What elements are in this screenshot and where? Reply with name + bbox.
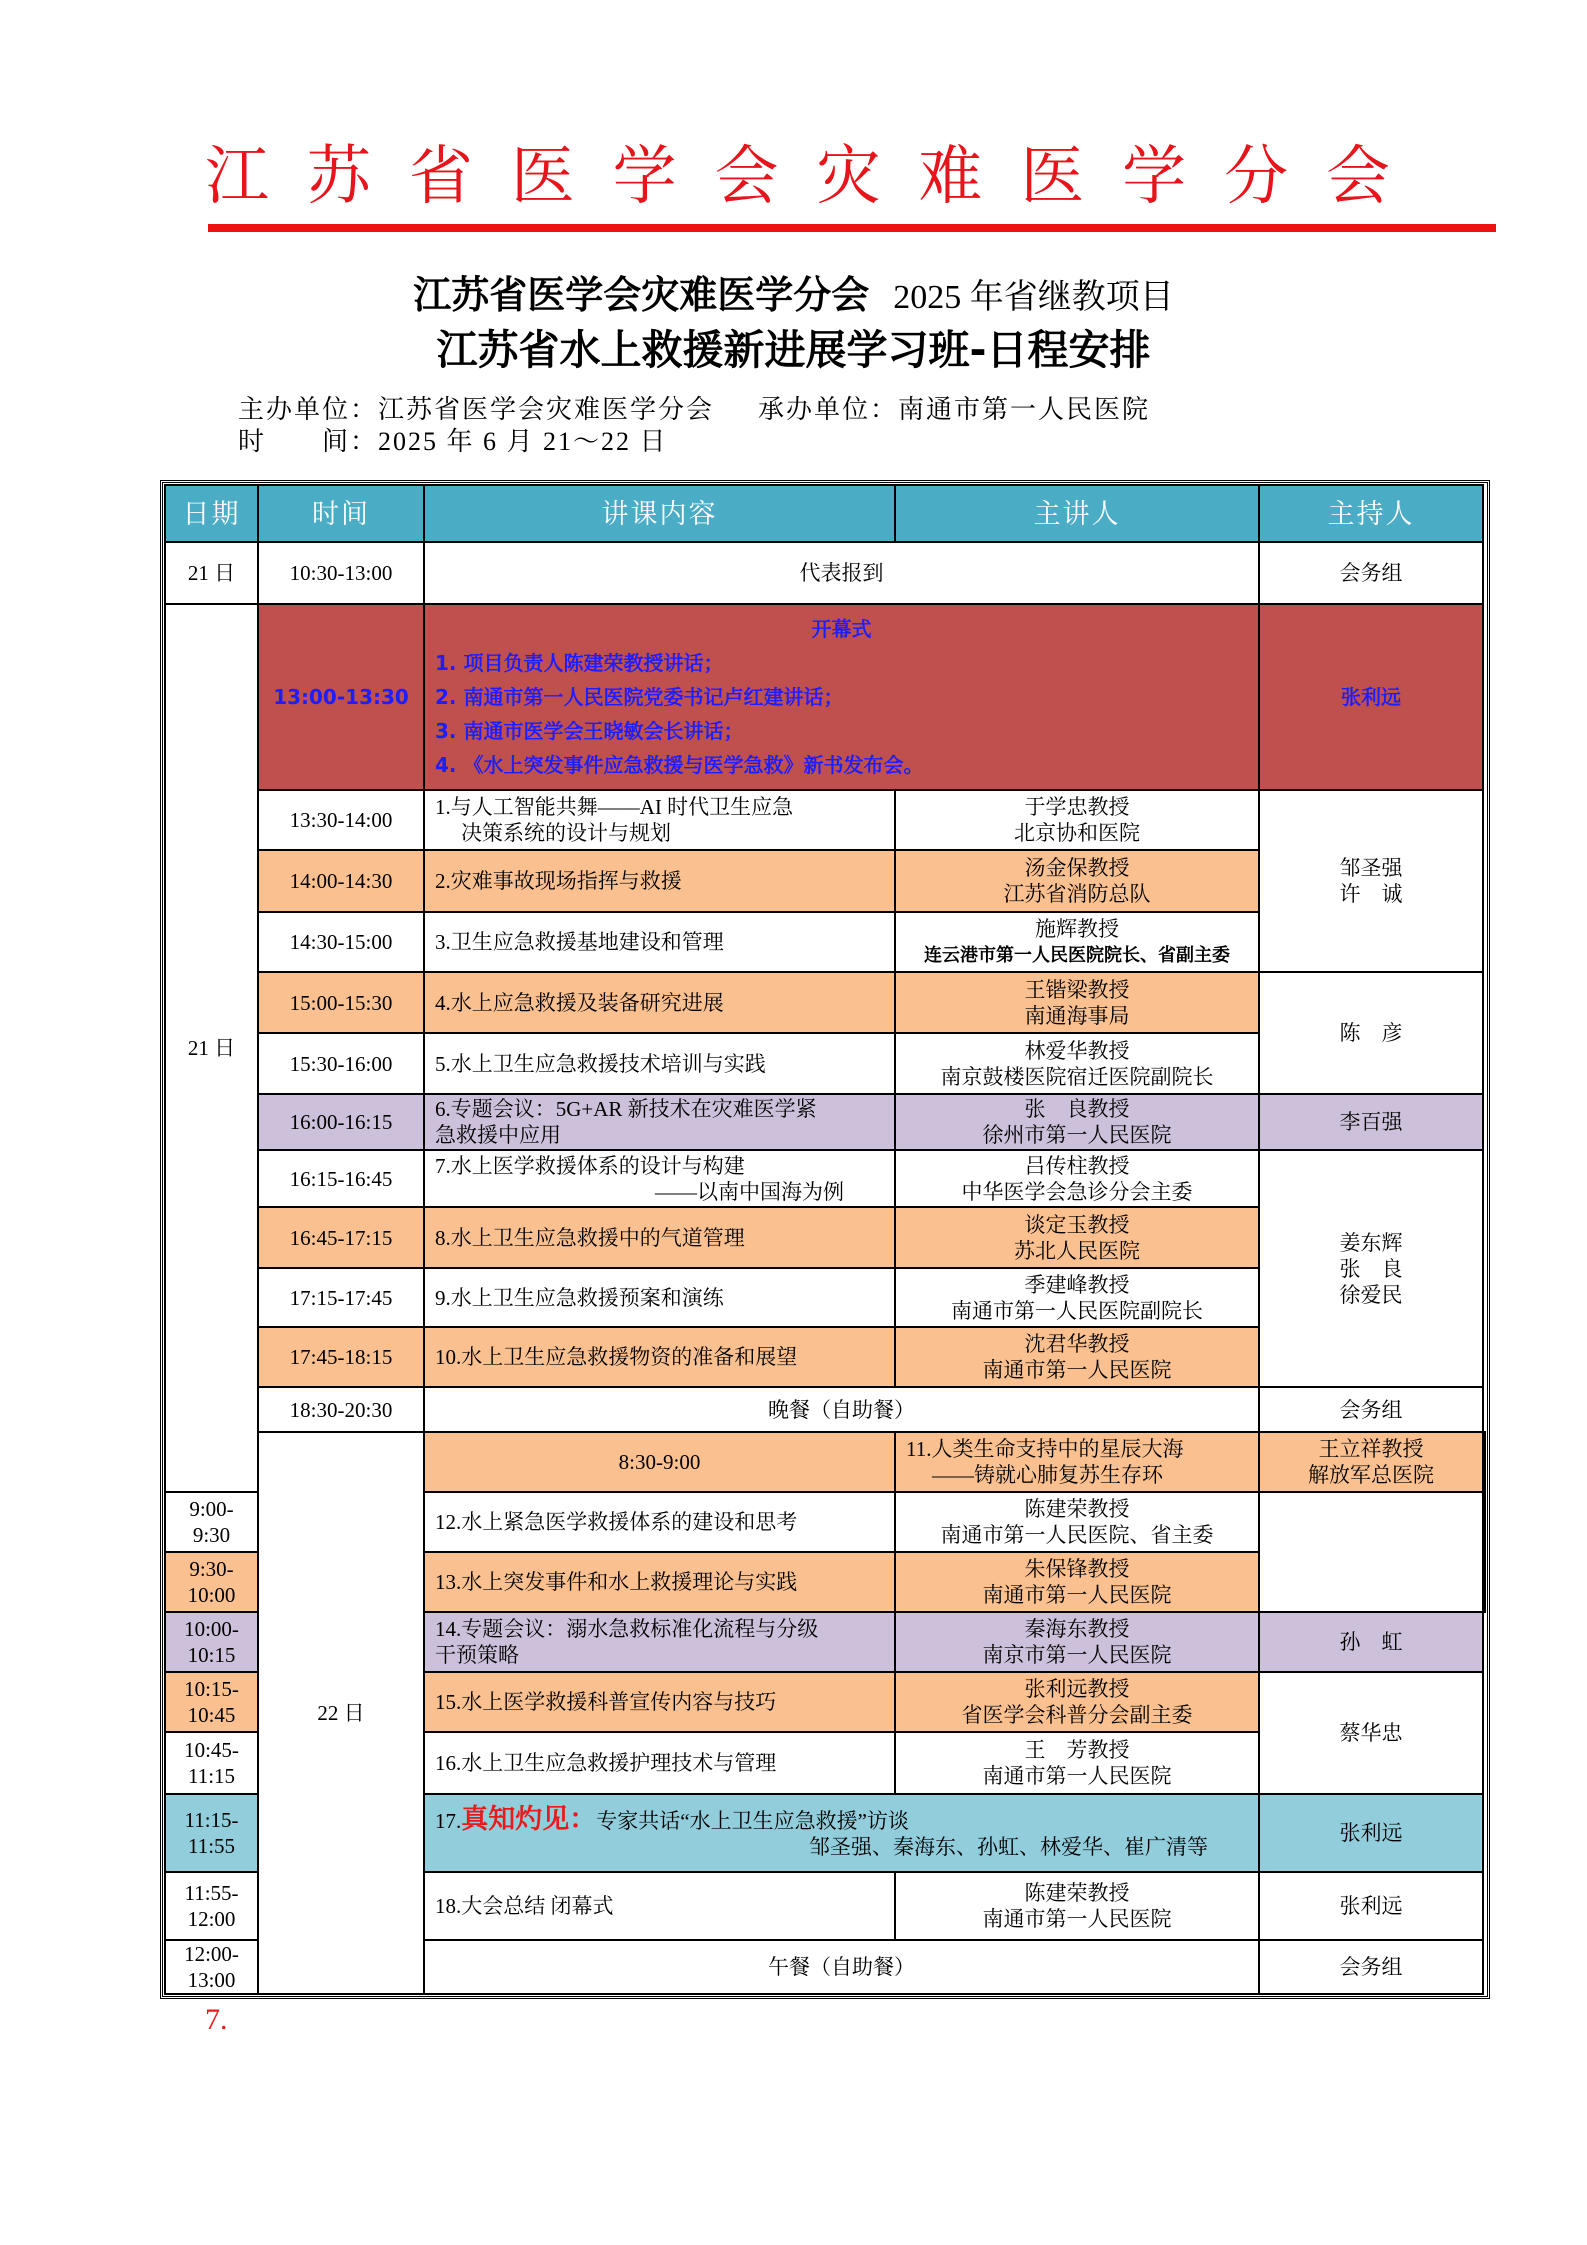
cell-line: 许 诚 (1339, 882, 1403, 906)
cell-line: 连云港市第一人民医院院长、省副主委 (924, 945, 1230, 965)
org-title (205, 132, 1390, 222)
table-row (165, 1432, 1485, 1492)
time-cell: 15:30-16:00 (258, 1033, 424, 1094)
time-cell: 11:55-12:00 (165, 1872, 258, 1940)
date-cell: 21 日 (165, 542, 258, 604)
host-cell (1259, 790, 1483, 972)
table-row (165, 542, 1485, 604)
time-cell: 16:45-17:15 (258, 1207, 424, 1268)
speaker-cell (895, 1207, 1259, 1268)
interview-title (435, 1806, 1248, 1834)
header-speaker: 主讲人 (895, 485, 1259, 542)
topic-cell (895, 1432, 1259, 1492)
cell-line: 姜东辉 (1339, 1230, 1403, 1255)
org-title-char: 灾 (816, 140, 881, 214)
opening-item: 2. 南通市第一人民医院党委书记卢红建讲话； (435, 685, 844, 709)
cell-line: 北京协和医院 (1014, 821, 1140, 845)
cell-line: 陈建荣教授 (1024, 1497, 1130, 1521)
cell-line: 陈建荣教授 (1024, 1881, 1130, 1905)
cell-line: 王锴梁教授 (1024, 977, 1130, 1002)
cell-line: 南京市第一人民医院 (982, 1643, 1172, 1667)
table-row (165, 604, 1485, 790)
doc-title-line2: 江苏省水上救援新进展学习班-日程安排 (436, 326, 1151, 374)
host-cell (1259, 1672, 1483, 1794)
red-divider (208, 224, 1496, 232)
topic-cell (424, 1872, 895, 1940)
topic-cell (424, 972, 895, 1033)
interview-guests: 邹圣强、秦海东、孙虹、林爱华、崔广清等 (809, 1835, 1208, 1859)
topic-cell (424, 790, 895, 850)
time-cell: 9:00-9:30 (165, 1492, 258, 1552)
cell-line: 张利远 (1339, 1894, 1403, 1918)
cell-line: 江苏省消防总队 (1003, 882, 1151, 906)
org-title-char: 会 (714, 140, 779, 214)
time-cell: 10:45-11:15 (165, 1732, 258, 1794)
cell-line: 18.大会总结 闭幕式 (435, 1894, 614, 1918)
interview-number: 17. (435, 1809, 462, 1833)
schedule-table (160, 480, 1490, 1999)
cell-line: 秦海东教授 (1024, 1617, 1130, 1641)
host-cell (1259, 1094, 1483, 1150)
header-date: 日期 (165, 485, 258, 542)
topic-cell (424, 850, 895, 912)
table-row (165, 1150, 1485, 1207)
cell-line: 蔡华忠 (1339, 1721, 1403, 1745)
organizer-line (238, 394, 1150, 426)
cell-line: 急救援中应用 (435, 1123, 561, 1147)
cell-line: 孙 虹 (1339, 1630, 1403, 1654)
table-row (165, 790, 1485, 850)
speaker-cell (895, 1094, 1259, 1150)
org-title-char: 苏 (306, 140, 371, 214)
cell-line: 干预策略 (435, 1643, 519, 1667)
topic-cell (424, 1672, 895, 1732)
org-title-char: 难 (918, 140, 983, 214)
time-cell: 8:30-9:00 (424, 1432, 895, 1492)
opening-ceremony-cell (424, 604, 1259, 790)
table-row (165, 1387, 1485, 1432)
time-cell: 16:00-16:15 (258, 1094, 424, 1150)
host-cell (1259, 1872, 1483, 1940)
speaker-cell (895, 912, 1259, 972)
topic-cell (424, 1150, 895, 1207)
cell-line: 李百强 (1339, 1110, 1403, 1134)
table-row (165, 972, 1485, 1033)
cell-line: 2.灾难事故现场指挥与救援 (435, 869, 682, 893)
time-cell: 12:00-13:00 (165, 1940, 258, 1994)
cell-line: 12.水上紧急医学救援体系的建设和思考 (435, 1510, 798, 1534)
cell-line: 施辉教授 (1035, 917, 1119, 941)
title-org: 江苏省医学会灾难医学分会 (413, 273, 870, 317)
org-title-char: 学 (1122, 140, 1187, 214)
cell-line: 南通市第一人民医院 (982, 1358, 1172, 1382)
topic-cell (424, 1552, 895, 1612)
host-cell (1259, 1612, 1483, 1672)
cell-line: 徐爱民 (1339, 1282, 1403, 1307)
date-cell: 22 日 (258, 1432, 424, 1994)
interview-cell (424, 1794, 1259, 1872)
cell-line: 张利远教授 (1024, 1677, 1130, 1701)
time-line (238, 426, 668, 458)
organizer-value: 江苏省医学会灾难医学分会 (378, 395, 715, 424)
cell-line: 张利远 (1341, 685, 1401, 709)
cell-line: 苏北人民医院 (1014, 1238, 1140, 1263)
cell-line: 15.水上医学救援科普宣传内容与技巧 (435, 1690, 777, 1714)
opening-item: 4. 《水上突发事件应急救援与医学急救》新书发布会。 (435, 753, 924, 777)
merged-content-cell: 午餐（自助餐） (424, 1940, 1259, 1994)
host-org-value: 南通市第一人民医院 (898, 395, 1151, 424)
cell-line: 14.专题会议：溺水急救标准化流程与分级 (435, 1617, 819, 1641)
cell-line: 6.专题会议：5G+AR 新技术在灾难医学紧 (435, 1097, 817, 1121)
header-time: 时间 (258, 485, 424, 542)
cell-line: 8.水上卫生应急救援中的气道管理 (435, 1225, 745, 1250)
host-cell (1259, 542, 1483, 604)
interview-highlight: 真知灼见： (461, 1804, 597, 1834)
host-org-label: 承办单位： (758, 395, 899, 424)
time-cell: 10:15-10:45 (165, 1672, 258, 1732)
cell-line: 邹圣强 (1339, 856, 1403, 880)
cell-line: 南通市第一人民医院 (982, 1907, 1172, 1931)
speaker-cell (895, 1872, 1259, 1940)
speaker-cell (895, 1672, 1259, 1732)
time-cell: 16:15-16:45 (258, 1150, 424, 1207)
cell-line: 朱保锋教授 (1024, 1557, 1130, 1581)
footer-note: 7. (205, 2003, 228, 2036)
cell-line: 陈 彦 (1339, 1021, 1403, 1045)
speaker-cell (895, 1268, 1259, 1327)
opening-item: 1. 项目负责人陈建荣教授讲话； (435, 651, 724, 675)
time-cell: 18:30-20:30 (258, 1387, 424, 1432)
host-cell (1259, 1150, 1483, 1387)
date-cell: 21 日 (165, 604, 258, 1492)
cell-line: 会务组 (1339, 561, 1403, 585)
cell-line: 3.卫生应急救援基地建设和管理 (435, 930, 724, 954)
org-title-char: 医 (510, 140, 575, 214)
cell-line: 于学忠教授 (1024, 795, 1130, 819)
topic-cell (424, 1492, 895, 1552)
time-cell: 14:00-14:30 (258, 850, 424, 912)
cell-line: 5.水上卫生应急救援技术培训与实践 (435, 1051, 766, 1076)
speaker-cell (895, 1552, 1259, 1612)
cell-line: 10.水上卫生应急救援物资的准备和展望 (435, 1345, 798, 1369)
cell-line: 南通市第一人民医院 (982, 1583, 1172, 1607)
cell-line: 16.水上卫生应急救援护理技术与管理 (435, 1751, 777, 1775)
org-title-char: 会 (1325, 140, 1390, 214)
merged-content-cell: 晚餐（自助餐） (424, 1387, 1259, 1432)
host-cell (1259, 1940, 1483, 1994)
time-cell: 9:30-10:00 (165, 1552, 258, 1612)
time-value: 2025 年 6 月 21～22 日 (378, 427, 668, 456)
cell-line: 1.与人工智能共舞——AI 时代卫生应急 (435, 795, 794, 819)
cell-line: 南通市第一人民医院副院长 (951, 1298, 1203, 1323)
speaker-cell (895, 850, 1259, 912)
cell-line: 决策系统的设计与规划 (461, 821, 671, 845)
host-cell (1259, 1387, 1483, 1432)
time-cell: 17:45-18:15 (258, 1327, 424, 1387)
title-year-project: 2025 年省继教项目 (893, 279, 1174, 316)
opening-title: 开幕式 (811, 617, 872, 641)
cell-line: 4.水上应急救援及装备研究进展 (435, 990, 724, 1015)
cell-line: 省医学会科普分会副主委 (961, 1703, 1193, 1727)
speaker-cell (1259, 1432, 1483, 1492)
host-cell (1259, 972, 1483, 1094)
cell-line: 南京鼓楼医院宿迁医院副院长 (940, 1064, 1214, 1089)
host-cell (1259, 1794, 1483, 1872)
time-cell: 11:15-11:55 (165, 1794, 258, 1872)
cell-line: 会务组 (1339, 1955, 1403, 1979)
cell-line: 张 良 (1339, 1256, 1403, 1281)
time-label: 时 间： (238, 427, 379, 456)
speaker-cell (895, 1327, 1259, 1387)
speaker-cell (895, 1033, 1259, 1094)
topic-cell (424, 1268, 895, 1327)
time-cell: 13:30-14:00 (258, 790, 424, 850)
cell-line: 13.水上突发事件和水上救援理论与实践 (435, 1570, 798, 1594)
cell-line: 南通市第一人民医院 (982, 1764, 1172, 1788)
time-cell: 13:00-13:30 (258, 604, 424, 790)
cell-line: 解放军总医院 (1308, 1463, 1434, 1487)
topic-cell (424, 1612, 895, 1672)
cell-line: 谈定玉教授 (1024, 1212, 1130, 1237)
host-cell (1259, 604, 1483, 790)
time-cell: 17:15-17:45 (258, 1268, 424, 1327)
org-title-char: 分 (1224, 140, 1289, 214)
cell-line: 南通海事局 (1024, 1003, 1130, 1028)
speaker-cell (895, 1492, 1259, 1552)
time-cell: 10:30-13:00 (258, 542, 424, 604)
cell-line: 会务组 (1339, 1397, 1403, 1422)
topic-cell (424, 1033, 895, 1094)
topic-cell (424, 1732, 895, 1794)
cell-line: 季建峰教授 (1024, 1272, 1130, 1297)
cell-line: 南通市第一人民医院、省主委 (940, 1523, 1214, 1547)
cell-line: 11.人类生命支持中的星辰大海 (906, 1437, 1184, 1461)
speaker-cell (895, 1612, 1259, 1672)
time-cell: 10:00-10:15 (165, 1612, 258, 1672)
time-cell: 14:30-15:00 (258, 912, 424, 972)
cell-line: 7.水上医学救援体系的设计与构建 (435, 1153, 745, 1178)
org-title-char: 医 (1020, 140, 1085, 214)
topic-cell (424, 912, 895, 972)
topic-cell (424, 1094, 895, 1150)
cell-line: ——铸就心肺复苏生存环 (932, 1463, 1163, 1487)
org-title-char: 省 (408, 140, 473, 214)
merged-content-cell: 代表报到 (424, 542, 1259, 604)
doc-title-line1 (0, 268, 1587, 325)
cell-line: 王 芳教授 (1024, 1738, 1130, 1762)
host-cell (1483, 1432, 1485, 1612)
cell-line: 吕传柱教授 (1024, 1153, 1130, 1178)
table-row (165, 1094, 1485, 1150)
interview-topic: 专家共话“水上卫生应急救援”访谈 (596, 1809, 909, 1833)
cell-line: 张利远 (1339, 1821, 1403, 1845)
cell-line: 沈君华教授 (1024, 1332, 1130, 1356)
cell-line: 9.水上卫生应急救援预案和演练 (435, 1285, 724, 1310)
header-host: 主持人 (1259, 485, 1483, 542)
cell-line: 徐州市第一人民医院 (982, 1123, 1172, 1147)
time-cell: 15:00-15:30 (258, 972, 424, 1033)
org-title-char: 江 (205, 140, 269, 214)
header-content: 讲课内容 (424, 485, 895, 542)
cell-line: 中华医学会急诊分会主委 (961, 1179, 1193, 1204)
cell-line: 林爱华教授 (1024, 1038, 1130, 1063)
cell-line: 王立祥教授 (1318, 1437, 1424, 1461)
topic-cell (424, 1207, 895, 1268)
speaker-cell (895, 1732, 1259, 1794)
org-title-char: 学 (612, 140, 677, 214)
speaker-cell (895, 1150, 1259, 1207)
cell-line: ——以南中国海为例 (655, 1179, 844, 1204)
opening-item: 3. 南通市医学会王晓敏会长讲话； (435, 719, 744, 743)
organizer-label: 主办单位： (238, 395, 379, 424)
speaker-cell (895, 972, 1259, 1033)
cell-line: 汤金保教授 (1024, 856, 1130, 880)
speaker-cell (895, 790, 1259, 850)
topic-cell (424, 1327, 895, 1387)
cell-line: 张 良教授 (1024, 1097, 1130, 1121)
